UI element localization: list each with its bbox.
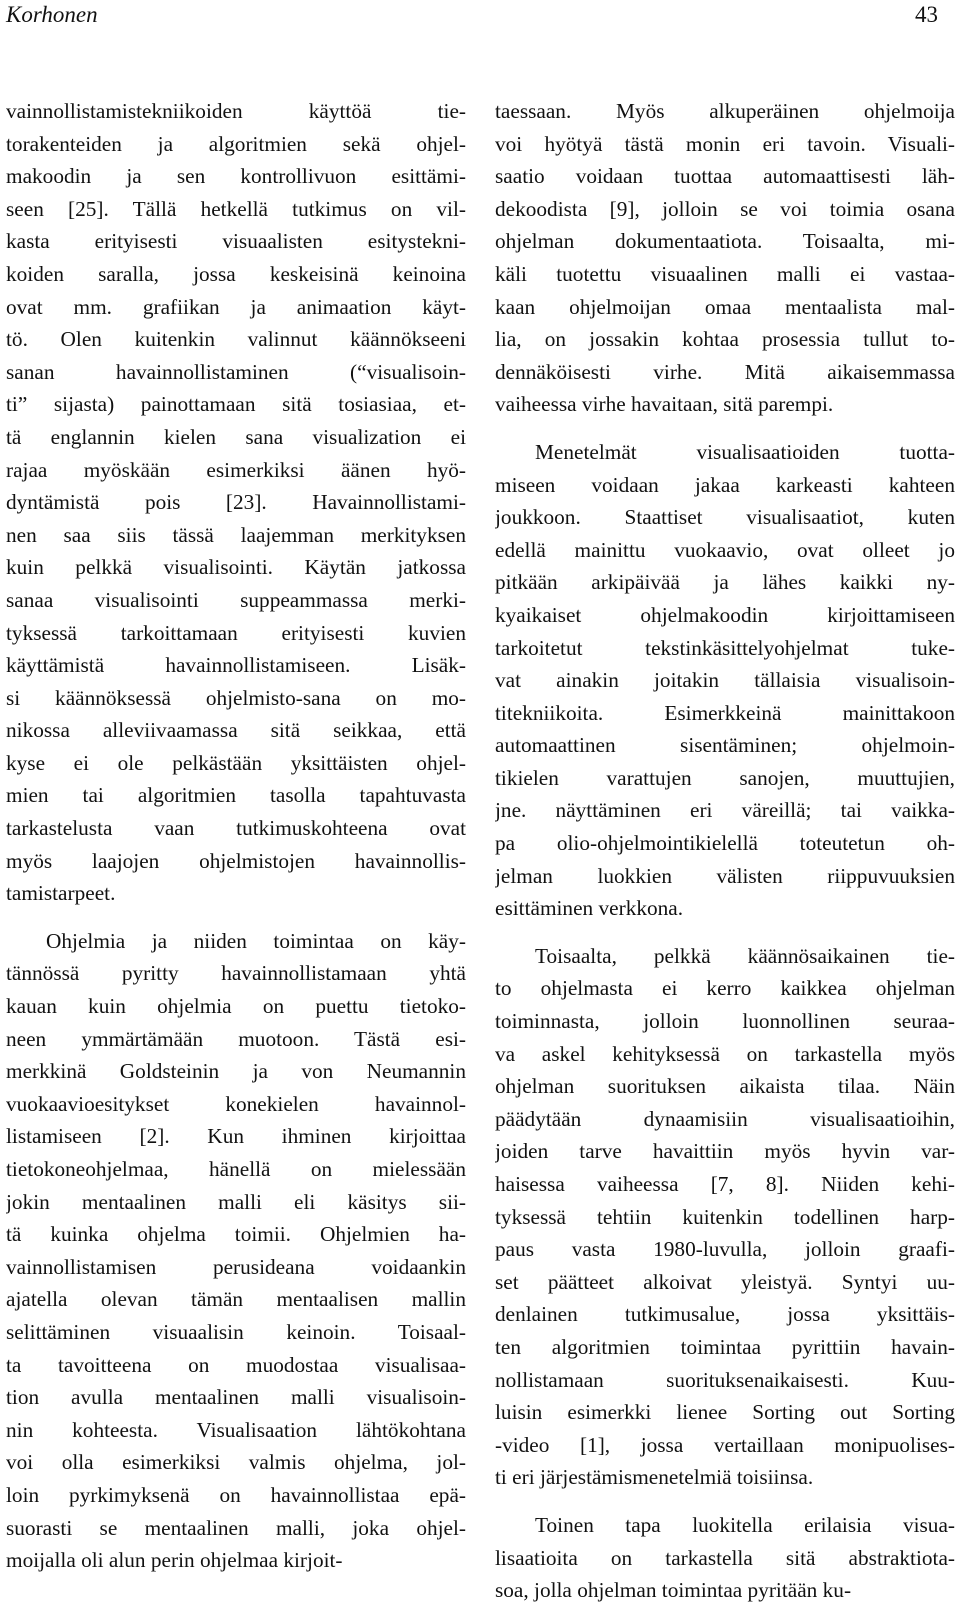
text-line: makoodin ja sen kontrollivuon esittämi- [6, 164, 466, 189]
text-line: lia, on jossakin kohtaa prosessia tullut to- [495, 327, 955, 352]
text-line: voi hyötyä tästä monin eri tavoin. Visuali- [495, 131, 955, 156]
text-line: tamistarpeet. [6, 881, 116, 906]
text-line: vainnollistamistekniikoiden käyttöä tie- [6, 99, 466, 123]
text-line: pitkään arkipäivää ja lähes kaikki ny- [495, 570, 955, 595]
text-line: vainnollistamisen perusideana voidaankin [6, 1254, 466, 1279]
text-line: to ohjelmasta ei kerro kaikkea ohjelman [495, 976, 955, 1001]
text-line: sanaa visualisointi suppeammassa merki- [6, 587, 466, 612]
text-line: koiden saralla, jossa keskeisinä keinoina [6, 261, 466, 286]
paragraph-gap [495, 421, 955, 436]
text-line: tarkoitetut tekstinkäsittelyohjelmat tuke- [495, 635, 955, 660]
text-line: ohjelman suorituksen aikaista tilaa. Näin [495, 1074, 955, 1099]
text-line: ovat mm. grafiikan ja animaation käyt- [6, 294, 466, 319]
text-line: tännössä pyritty havainnollistamaan yhtä [6, 961, 466, 986]
text-line: selittäminen visuaalisin keinoin. Toisaal- [6, 1319, 466, 1344]
text-line: lisaatioita on tarkastella sitä abstraktiota- [495, 1545, 955, 1570]
text-line: listamiseen [2]. Kun ihminen kirjoittaa [6, 1124, 466, 1149]
text-line: denlainen tutkimusalue, jossa yksittäis- [495, 1302, 955, 1327]
text-line: ohjelman dokumentaatiota. Toisaalta, mi- [495, 229, 955, 254]
text-line: ti” sijasta) painottamaan sitä tosiasiaa, et- [6, 392, 466, 417]
text-line: nen saa siis tässä laajemman merkityksen [6, 522, 466, 547]
text-line: päädytään dynaamisiin visualisaatioihin, [495, 1106, 955, 1131]
text-line: tarkastelusta vaan tutkimuskohteena ovat [6, 816, 466, 841]
paragraph [495, 940, 955, 1494]
text-line: saatio voidaan tuottaa automaattisesti läh- [495, 164, 955, 189]
paragraph-gap [495, 1494, 955, 1509]
text-line: käyttämistä havainnollistamiseen. Lisäk- [6, 653, 466, 678]
text-line: -video [1], jossa vertaillaan monipuolises- [495, 1432, 955, 1457]
text-line: jne. näyttäminen eri väreillä; tai vaikka- [495, 798, 955, 823]
paragraph-gap [6, 910, 466, 925]
text-line: kauan kuin ohjelmia on puettu tietoko- [6, 994, 466, 1019]
text-line: joukkoon. Staattiset visualisaatiot, kuten [495, 505, 955, 530]
running-head-author: Korhonen [6, 2, 98, 27]
text-line: suorasti se mentaalinen malli, joka ohjel- [6, 1515, 466, 1540]
text-line: neen ymmärtämään muotoon. Tästä esi- [6, 1026, 466, 1051]
text-line: vat ainakin joitakin tällaisia visualisoin- [495, 668, 955, 693]
page-number: 43 [915, 2, 938, 27]
text-line: tion avulla mentaalinen malli visualisoin- [6, 1385, 466, 1410]
text-line: titekniikoita. Esimerkkeinä mainittakoon [495, 700, 955, 725]
text-line: va askel kehityksessä on tarkastella myös [495, 1041, 955, 1066]
text-line: nollistamaan suorituksenaikaisesti. Kuu- [495, 1367, 955, 1392]
text-line: torakenteiden ja algoritmien sekä ohjel- [6, 131, 466, 156]
text-line: nin kohteesta. Visualisaation lähtökohtana [6, 1417, 466, 1442]
text-line: myös laajojen ohjelmistojen havainnollis- [6, 848, 466, 873]
text-line: mien tai algoritmien tasolla tapahtuvasta [6, 783, 466, 808]
text-line: tyksessä tehtiin kuitenkin todellinen harp- [495, 1204, 955, 1229]
text-line: dyntämistä pois [23]. Havainnollistami- [6, 490, 466, 515]
text-line: moijalla oli alun perin ohjelmaa kirjoit- [6, 1548, 343, 1573]
text-line: pa olio-ohjelmointikielellä toteutetun oh- [495, 831, 955, 856]
text-line: ten algoritmien toimintaa pyrittiin havain- [495, 1334, 955, 1359]
text-line: voi olla esimerkiksi valmis ohjelma, jol- [6, 1450, 466, 1475]
right-column [495, 95, 955, 1607]
text-line: jokin mentaalinen malli eli käsitys sii- [6, 1189, 466, 1214]
text-line: tä englannin kielen sana visualization ei [6, 424, 466, 449]
text-line: nikossa alleviivaamassa sitä seikkaa, että [6, 718, 466, 743]
text-line: automaattinen sisentäminen; ohjelmoin- [495, 733, 955, 758]
text-line: ta tavoitteena on muodostaa visualisaa- [6, 1352, 466, 1377]
text-line: set päätteet alkoivat yleistyä. Syntyi uu- [495, 1269, 955, 1294]
text-line: dekoodista [9], jolloin se voi toimia osana [495, 196, 955, 221]
text-line: ajatella olevan tämän mentaalisen mallin [6, 1287, 466, 1312]
text-line: kasta erityisesti visuaalisten esitystekni- [6, 229, 466, 254]
paragraph [495, 95, 955, 421]
text-line: soa, jolla ohjelman toimintaa pyritään ku- [495, 1578, 852, 1603]
text-line: tietokoneohjelmaa, hänellä on mielessään [6, 1157, 466, 1181]
paragraph [6, 95, 466, 910]
text-line: vuokaavioesitykset konekielen havainnol- [6, 1091, 466, 1116]
paragraph [495, 436, 955, 925]
text-line: kaan ohjelmoijan omaa mentaalista mal- [495, 294, 955, 319]
text-line: seen [25]. Tällä hetkellä tutkimus on vil- [6, 196, 466, 221]
text-line: si käännöksessä ohjelmisto-sana on mo- [6, 685, 466, 710]
text-line: loin pyrkimyksenä on havainnollistaa epä- [6, 1482, 466, 1507]
text-line: dennäköisesti virhe. Mitä aikaisemmassa [495, 359, 955, 384]
text-line: toiminnasta, jolloin luonnollinen seuraa- [495, 1009, 955, 1034]
text-line: kuin pelkkä visualisointi. Käytän jatkossa [6, 555, 466, 580]
text-line: tikielen varattujen sanojen, muuttujien, [495, 765, 955, 790]
paragraph-gap [495, 925, 955, 940]
text-line: tä kuinka ohjelma toimii. Ohjelmien ha- [6, 1222, 466, 1247]
text-line: jelman luokkien välisten riippuvuuksien [495, 863, 955, 888]
text-line: Ohjelmia ja niiden toimintaa on käy- [46, 928, 466, 953]
text-line: miseen voidaan jakaa karkeasti kahteen [495, 472, 955, 497]
text-line: kyaikaiset ohjelmakoodin kirjoittamiseen [495, 602, 955, 627]
paragraph [495, 1509, 955, 1607]
text-line: sanan havainnollistaminen (“visualisoin- [6, 359, 466, 384]
text-line: joiden tarve havaittiin myös hyvin var- [495, 1139, 955, 1164]
text-line: esittäminen verkkona. [495, 896, 684, 921]
text-line: taessaan. Myös alkuperäinen ohjelmoija [495, 99, 955, 123]
text-line: merkkinä Goldsteinin ja von Neumannin [6, 1059, 466, 1084]
text-line: käli tuotettu visuaalinen malli ei vastaa- [495, 261, 955, 286]
paragraph [6, 925, 466, 1577]
left-column [6, 95, 466, 1577]
text-line: vaiheessa virhe havaitaan, sitä parempi. [495, 392, 834, 417]
text-line: rajaa myöskään esimerkiksi äänen hyö- [6, 457, 466, 482]
text-line: tö. Olen kuitenkin valinnut käännökseeni [6, 327, 466, 352]
text-line: ti eri järjestämismenetelmiä toisiinsa. [495, 1465, 814, 1490]
text-line: Menetelmät visualisaatioiden tuotta- [535, 439, 955, 464]
text-line: kyse ei ole pelkästään yksittäisten ohjel- [6, 750, 466, 775]
text-line: tyksessä tarkoittamaan erityisesti kuvien [6, 620, 466, 645]
text-line: luisin esimerkki lienee Sorting out Sorting [495, 1400, 955, 1425]
text-line: paus vasta 1980-luvulla, jolloin graafi- [495, 1237, 955, 1262]
text-line: haisessa vaiheessa [7, 8]. Niiden kehi- [495, 1172, 955, 1196]
text-line: Toinen tapa luokitella erilaisia visua- [535, 1512, 955, 1537]
text-line: Toisaalta, pelkkä käännösaikainen tie- [535, 943, 955, 968]
text-line: edellä mainittu vuokaavio, ovat olleet jo [495, 537, 955, 562]
